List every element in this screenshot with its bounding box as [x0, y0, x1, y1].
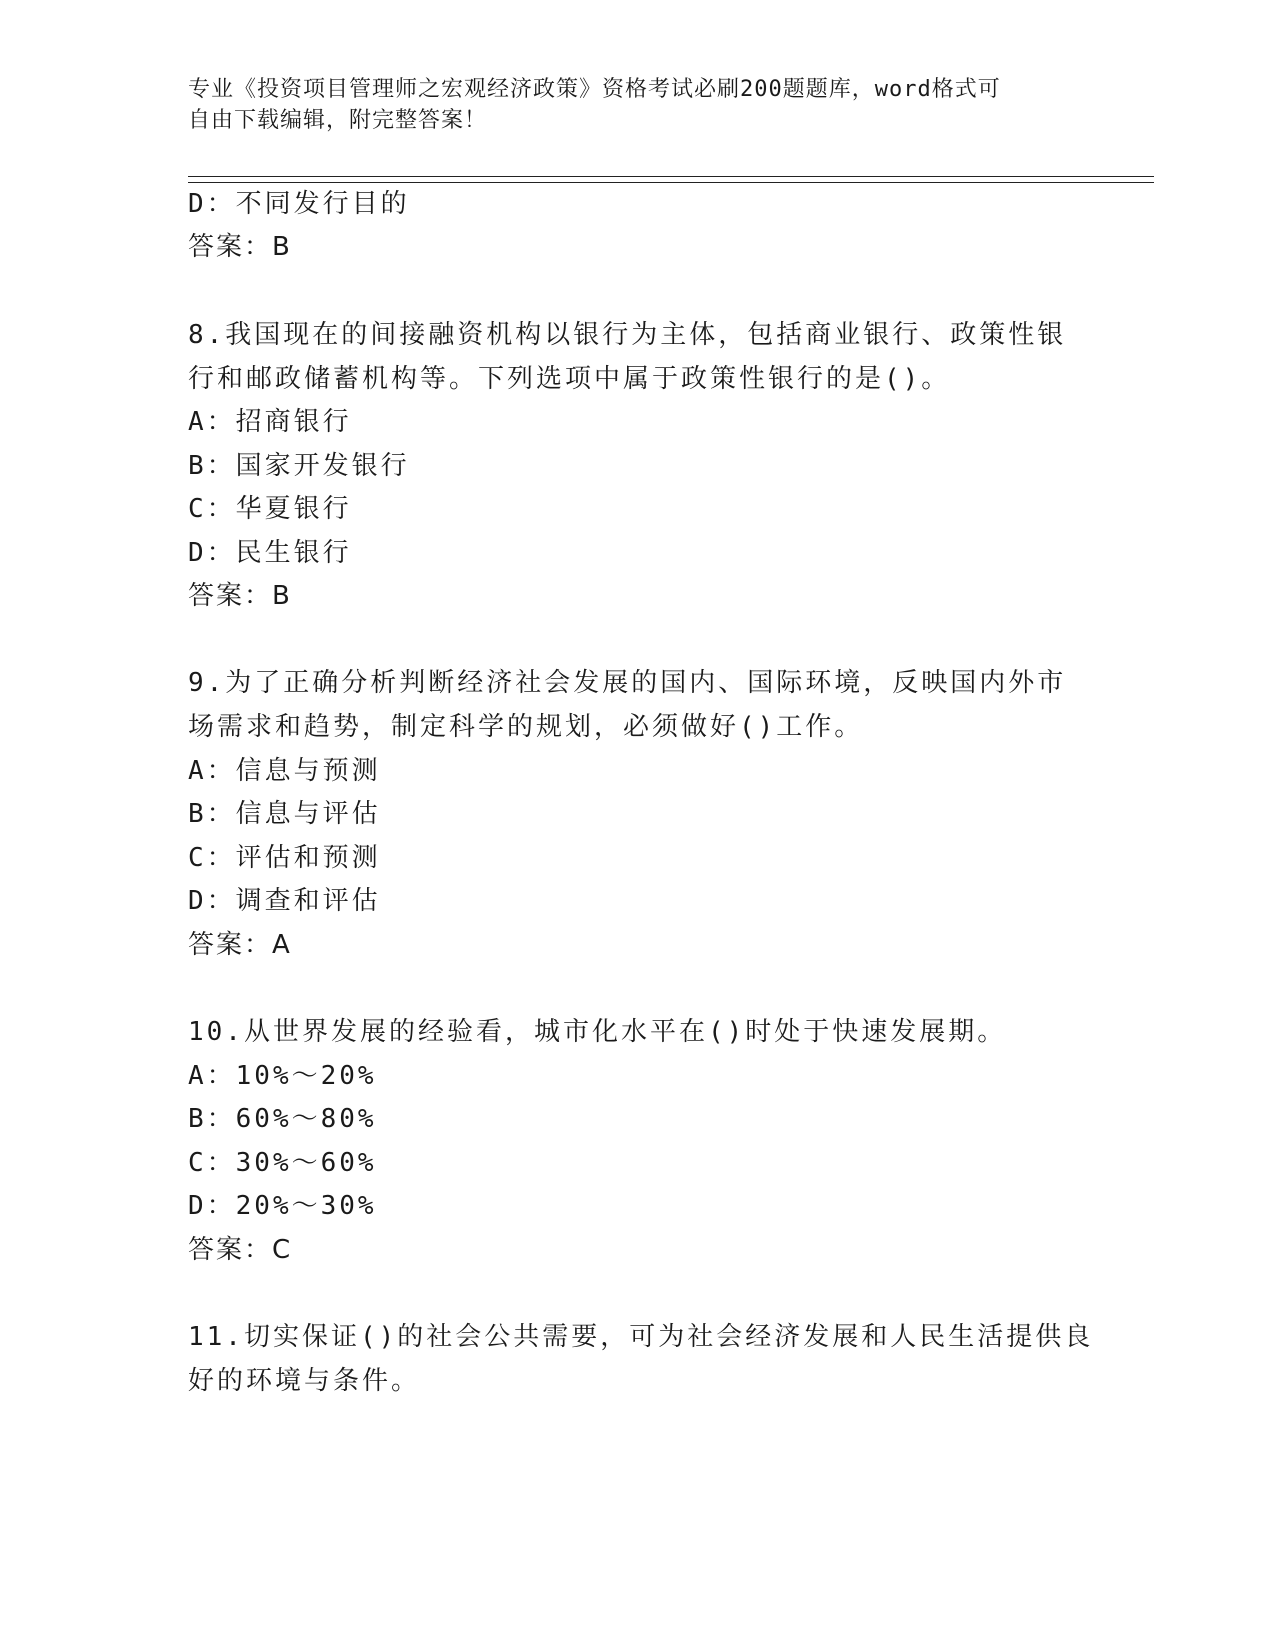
q10-stem-line-1: 10.从世界发展的经验看，城市化水平在()时处于快速发展期。 [188, 1017, 1007, 1047]
q10-option-a: A：10%～20% [188, 1061, 377, 1091]
prev-answer: 答案：B [188, 232, 292, 262]
q8-option-a: A：招商银行 [188, 407, 352, 437]
q10-option-b: B：60%～80% [188, 1104, 377, 1134]
header-line-1: 专业《投资项目管理师之宏观经济政策》资格考试必刷200题题库，word格式可 [188, 77, 1001, 102]
q11-stem-line-1: 11.切实保证()的社会公共需要，可为社会经济发展和人民生活提供良 [188, 1322, 1094, 1352]
q8-stem-line-2: 行和邮政储蓄机构等。下列选项中属于政策性银行的是()。 [188, 364, 951, 394]
q9-option-a: A：信息与预测 [188, 756, 381, 786]
q8-option-b: B：国家开发银行 [188, 451, 410, 481]
header-divider-bottom [188, 182, 1154, 183]
q9-option-c: C：评估和预测 [188, 843, 381, 873]
q9-answer: 答案：A [188, 930, 292, 960]
header-divider-top [188, 176, 1154, 177]
q9-stem-line-1: 9.为了正确分析判断经济社会发展的国内、国际环境，反映国内外市 [188, 668, 1067, 698]
q9-option-b: B：信息与评估 [188, 799, 381, 829]
q8-stem-line-1: 8.我国现在的间接融资机构以银行为主体，包括商业银行、政策性银 [188, 320, 1067, 350]
q9-option-d: D：调查和评估 [188, 886, 381, 916]
q11-stem-line-2: 好的环境与条件。 [188, 1366, 421, 1396]
q8-option-d: D：民生银行 [188, 538, 352, 568]
header-line-2: 自由下载编辑，附完整答案！ [188, 108, 488, 133]
q10-option-c: C：30%～60% [188, 1148, 377, 1178]
q10-answer: 答案：C [188, 1235, 293, 1265]
q8-answer: 答案：B [188, 581, 292, 611]
q8-option-c: C：华夏银行 [188, 494, 352, 524]
q9-stem-line-2: 场需求和趋势，制定科学的规划，必须做好()工作。 [188, 712, 864, 742]
page-header [188, 74, 1068, 136]
prev-option-d: D：不同发行目的 [188, 189, 410, 219]
q10-option-d: D：20%～30% [188, 1191, 377, 1221]
